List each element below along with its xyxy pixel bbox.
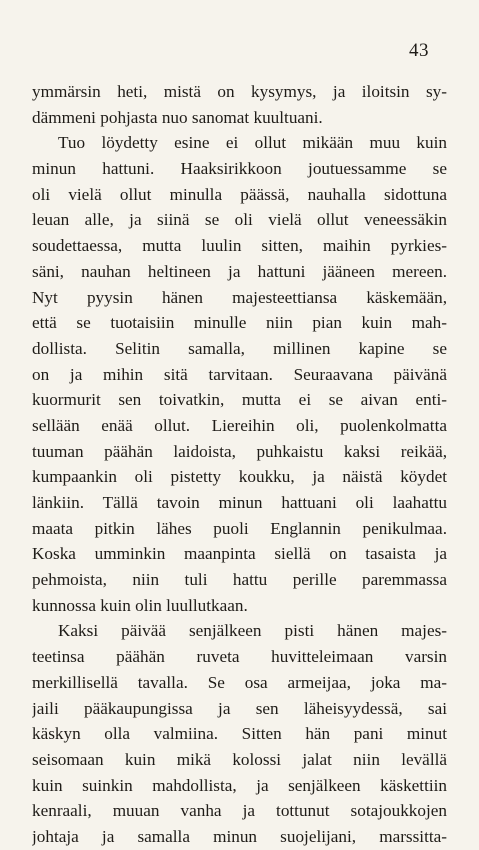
text-line: maata pitkin lähes puoli Englannin penikulmaa. <box>32 518 447 538</box>
text-line: Nyt pyysin hänen majesteettiansa käskemään, <box>32 287 447 307</box>
text-line: käskyn olla valmiina. Sitten hän pani minut <box>32 724 447 744</box>
text-line: leuan alle, ja siinä se oli vielä ollut veneessäkin <box>32 210 447 230</box>
text-line: oli vielä ollut minulla päässä, nauhalla sidottuna <box>32 184 447 204</box>
text-line: että se tuotaisiin minulle niin pian kuin mah- <box>32 313 447 333</box>
text-line: Tuo löydetty esine ei ollut mikään muu kuin <box>58 133 447 153</box>
text-line: pehmoista, niin tuli hattu perille paremmassa <box>32 570 447 590</box>
text-line: tuuman päähän laidoista, puhkaistu kaksi reikää, <box>32 441 447 461</box>
text-line: kumpaankin oli pistetty koukku, ja näistä köydet <box>32 467 447 487</box>
text-line: Koska umminkin maanpinta siellä on tasaista ja <box>32 544 447 564</box>
text-line: teetinsa päähän ruveta huvitteleimaan varsin <box>32 647 447 667</box>
text-line: merkillisellä tavalla. Se osa armeijaa, joka ma- <box>32 672 447 692</box>
text-line: kuin suinkin mahdollista, ja senjälkeen käskettiin <box>32 775 447 795</box>
text-line: dämmeni pohjasta nuo sanomat kuultuani. <box>32 107 323 127</box>
text-line: seisomaan kuin mikä kolossi jalat niin levällä <box>32 749 447 769</box>
text-line: minun hattuni. Haaksirikkoon joutuessamme se <box>32 159 447 179</box>
text-line: kenraali, muuan vanha ja tottunut sotajoukkojen <box>32 801 447 821</box>
text-line: johtaja ja samalla minun suojelijani, marssitta- <box>32 826 447 846</box>
text-line: säni, nauhan heltineen ja hattuni jääneen mereen. <box>32 261 447 281</box>
text-line: länkiin. Tällä tavoin minun hattuani oli laahattu <box>32 493 447 512</box>
text-line: Kaksi päivää senjälkeen pisti hänen majes- <box>58 621 447 641</box>
body-text <box>32 79 447 850</box>
text-line: kuormurit sen toivatkin, mutta ei se aivan enti- <box>32 390 447 410</box>
text-line: jaili pääkaupungissa ja sen läheisyydessä, sai <box>32 698 447 718</box>
text-line: kunnossa kuin olin luullutkaan. <box>32 595 248 615</box>
text-line: soudettaessa, mutta luulin sitten, maihin pyrkies- <box>32 236 447 256</box>
page-number: 43 <box>409 40 429 61</box>
text-line: on ja mihin sitä tarvitaan. Seuraavana päivänä <box>32 364 447 384</box>
text-line: sellään enää ollut. Liereihin oli, puolenkolmatta <box>32 415 447 435</box>
text-line: ymmärsin heti, mistä on kysymys, ja iloitsin sy- <box>32 82 447 101</box>
text-line: dollista. Selitin samalla, millinen kapine se <box>32 338 447 358</box>
